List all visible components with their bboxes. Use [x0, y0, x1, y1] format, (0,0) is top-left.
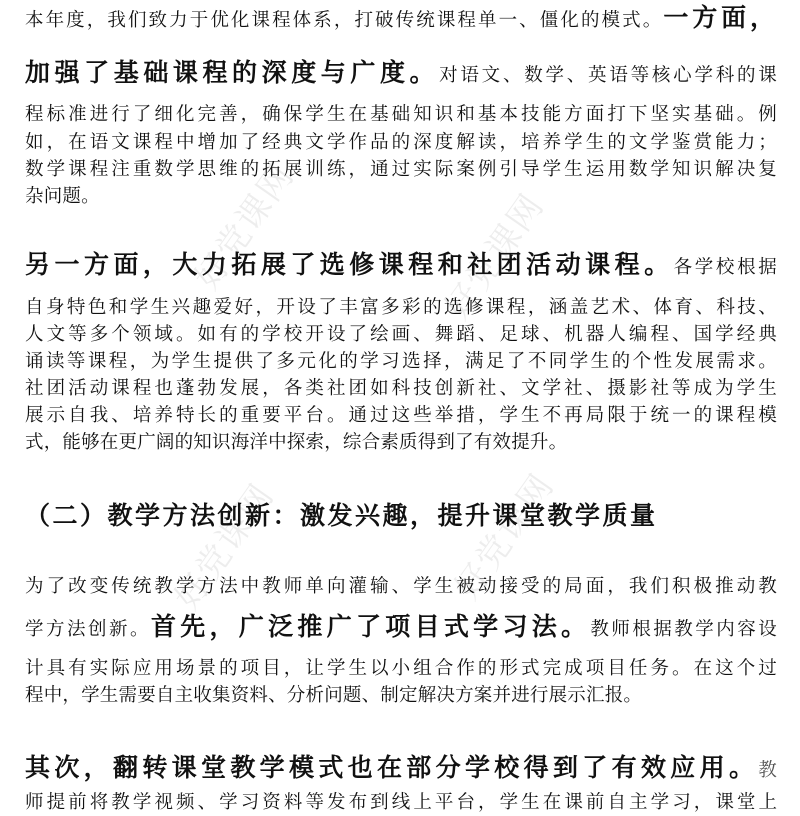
watermark: 好党课网 — [437, 186, 553, 327]
watermark: 好党课网 — [447, 466, 563, 607]
watermark: 好党课网 — [187, 156, 303, 297]
paragraph-line: 师提前将教学视频、学习资料等发布到线上平台，学生在课前自主学习，课堂上 — [25, 792, 777, 813]
emphasis-text: 一方面， — [663, 3, 777, 32]
paragraph-line: 数学课程注重数学思维的拓展训练，通过实际案例引导学生运用数学知识解决复 — [25, 159, 777, 180]
paragraph-line: 社团活动课程也蓬勃发展，各类社团如科技创新社、文学社、摄影社等成为学生 — [25, 378, 777, 399]
paragraph-line: 人文等多个领域。如有的学校开设了绘画、舞蹈、足球、机器人编程、国学经典 — [25, 324, 777, 345]
paragraph-line: 计具有实际应用场景的项目，让学生以小组合作的形式完成项目任务。在这个过 — [25, 658, 777, 679]
emphasis-text: 加强了基础课程的深度与广度。 — [25, 58, 440, 87]
emphasis-text: 首先，广泛推广了项目式学习法。 — [150, 612, 591, 641]
watermark: 好党课网 — [167, 476, 283, 617]
paragraph-line — [25, 611, 777, 646]
paragraph-line: 杂问题。 — [25, 186, 100, 207]
emphasis-text: 另一方面，大力拓展了选修课程和社团活动课程。 — [25, 250, 674, 279]
paragraph-line: 自身特色和学生兴趣爱好，开设了丰富多彩的选修课程，涵盖艺术、体育、科技、 — [25, 297, 777, 318]
paragraph-line: 程中，学生需要自主收集资料、分析问题、制定解决方案并进行展示汇报。 — [25, 685, 643, 706]
paragraph-line: 展示自我、培养特长的重要平台。通过这些举措，学生不再局限于统一的课程模 — [25, 405, 777, 426]
paragraph-line — [25, 2, 777, 37]
paragraph-line: 诵读等课程，为学生提供了多元化的学习选择，满足了不同学生的个性发展需求。 — [25, 351, 777, 372]
section-heading: （二）教学方法创新：激发兴趣，提升课堂教学质量 — [25, 501, 658, 530]
paragraph-line — [25, 249, 777, 284]
body-text: 教 — [758, 760, 777, 781]
paragraph-line: 为了改变传统教学方法中教师单向灌输、学生被动接受的局面，我们积极推动教 — [25, 576, 777, 597]
emphasis-text: 其次，翻转课堂教学模式也在部分学校得到了有效应用。 — [25, 753, 759, 782]
body-text: 各学校根据 — [673, 257, 777, 278]
body-text: 对语文、数学、英语等核心学科的课 — [439, 65, 777, 86]
paragraph-line: 如，在语文课程中增加了经典文学作品的深度解读，培养学生的文学鉴赏能力； — [25, 132, 777, 153]
paragraph-line — [25, 752, 777, 787]
body-text: 学方法创新。 — [25, 619, 151, 640]
cut-off-line — [25, 789, 777, 813]
body-text: 教师根据教学内容设 — [590, 619, 777, 640]
paragraph-line: 程标准进行了细化完善，确保学生在基础知识和基本技能方面打下坚实基础。例 — [25, 104, 777, 125]
paragraph-line — [25, 57, 777, 92]
body-text: 本年度，我们致力于优化课程体系，打破传统课程单一、僵化的模式。 — [25, 10, 664, 31]
paragraph-line: 式，能够在更广阔的知识海洋中探索，综合素质得到了有效提升。 — [25, 432, 568, 453]
